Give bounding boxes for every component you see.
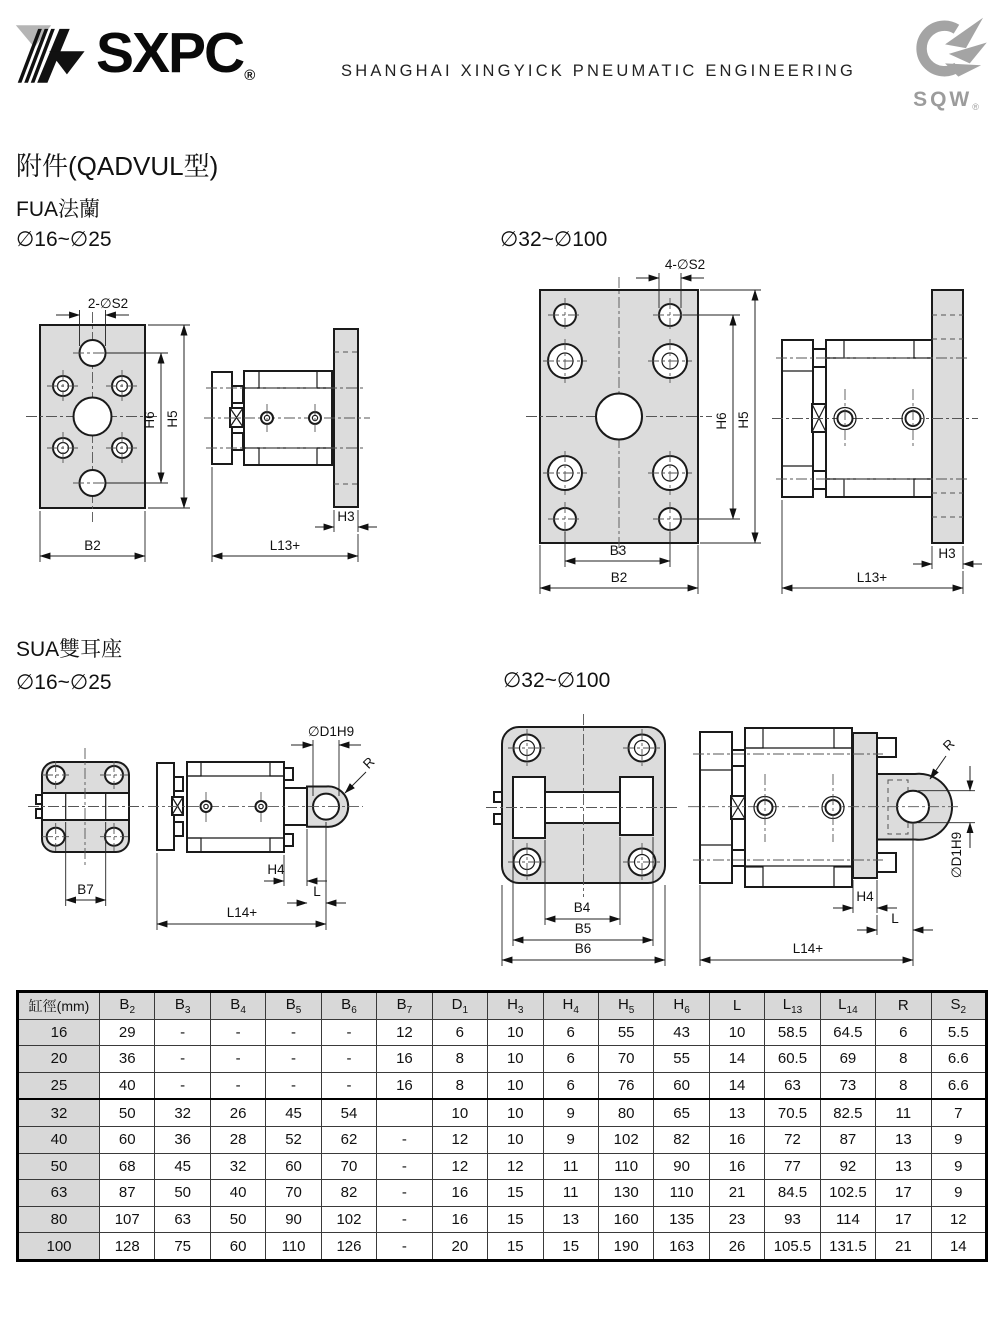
table-cell: 9 [931, 1126, 986, 1153]
table-cell: 64.5 [820, 1019, 875, 1046]
row-header: 63 [18, 1180, 100, 1207]
brand-registered-mark: ® [244, 67, 256, 84]
table-cell: 70 [321, 1153, 376, 1180]
table-cell: 10 [488, 1099, 543, 1126]
table-cell: 29 [100, 1019, 155, 1046]
table-cell: 70 [598, 1046, 653, 1073]
table-cell: 114 [820, 1206, 875, 1233]
table-cell: 72 [765, 1126, 820, 1153]
column-header: $B_3$ [155, 992, 210, 1020]
table-cell: 107 [100, 1206, 155, 1233]
table-row [18, 1072, 987, 1099]
table-row [18, 1046, 987, 1073]
table-cell: 10 [709, 1019, 764, 1046]
table-cell: 5.5 [931, 1019, 986, 1046]
table-cell: 40 [100, 1072, 155, 1099]
table-cell: 90 [654, 1153, 709, 1180]
table-cell: 55 [654, 1046, 709, 1073]
table-cell: 9 [931, 1153, 986, 1180]
column-header: $B_7$ [377, 992, 432, 1020]
table-cell: 163 [654, 1233, 709, 1261]
table-cell: 11 [543, 1180, 598, 1207]
table-cell: 80 [598, 1099, 653, 1126]
dim-label-l14: L14+ [792, 941, 824, 956]
table-row [18, 1206, 987, 1233]
table-cell: 60 [266, 1153, 321, 1180]
table-cell: 82 [654, 1126, 709, 1153]
table-cell: 63 [155, 1206, 210, 1233]
dim-label-l: L [313, 884, 321, 899]
table-cell: 11 [876, 1099, 931, 1126]
table-cell: 73 [820, 1072, 875, 1099]
table-cell: 60 [654, 1072, 709, 1099]
sua-large-range: ∅32~∅100 [503, 669, 611, 692]
table-cell: 70 [266, 1180, 321, 1207]
table-cell: 20 [432, 1233, 487, 1261]
table-cell: 10 [432, 1099, 487, 1126]
column-header: $H_3$ [488, 992, 543, 1020]
table-cell: 12 [377, 1019, 432, 1046]
table-cell: 87 [820, 1126, 875, 1153]
dim-label-b2: B2 [610, 570, 628, 585]
table-cell: - [155, 1019, 210, 1046]
table-cell: 21 [876, 1233, 931, 1261]
table-row [18, 1233, 987, 1261]
table-cell: 16 [377, 1046, 432, 1073]
table-cell: 8 [876, 1072, 931, 1099]
table-cell: 50 [210, 1206, 265, 1233]
table-cell: - [377, 1153, 432, 1180]
sxpc-logo-icon [14, 22, 92, 86]
column-header: $B_4$ [210, 992, 265, 1020]
sua-small-range: ∅16~∅25 [16, 671, 112, 694]
table-cell: 16 [432, 1206, 487, 1233]
table-cell: 6.6 [931, 1046, 986, 1073]
column-header: $D_1$ [432, 992, 487, 1020]
table-cell: 14 [709, 1072, 764, 1099]
table-cell: - [155, 1072, 210, 1099]
table-row [18, 1153, 987, 1180]
column-header: $L_{13}$ [765, 992, 820, 1020]
column-header: $H_6$ [654, 992, 709, 1020]
table-cell: 110 [266, 1233, 321, 1261]
table-cell: 16 [709, 1153, 764, 1180]
table-cell: - [377, 1233, 432, 1261]
table-cell: 11 [543, 1153, 598, 1180]
table-cell: 50 [155, 1180, 210, 1207]
table-cell: 45 [266, 1099, 321, 1126]
dim-label-holes: 4-∅S2 [664, 257, 706, 272]
table-cell: 87 [100, 1180, 155, 1207]
table-cell: - [377, 1206, 432, 1233]
table-cell: 36 [155, 1126, 210, 1153]
table-cell: - [321, 1019, 376, 1046]
table-cell: 70.5 [765, 1099, 820, 1126]
table-cell: 60 [210, 1233, 265, 1261]
table-cell: 6.6 [931, 1072, 986, 1099]
table-cell: 12 [488, 1153, 543, 1180]
fua-large-range: ∅32~∅100 [500, 228, 608, 251]
column-header: $H_4$ [543, 992, 598, 1020]
table-row [18, 1099, 987, 1126]
table-cell: - [210, 1072, 265, 1099]
dim-label-r: R [940, 736, 958, 754]
table-cell: 10 [488, 1126, 543, 1153]
table-cell: 131.5 [820, 1233, 875, 1261]
fua-section-title: FUA法蘭 [16, 198, 100, 221]
table-cell: 6 [543, 1046, 598, 1073]
fua-small-range: ∅16~∅25 [16, 228, 112, 251]
table-cell: 26 [709, 1233, 764, 1261]
table-cell: 8 [876, 1046, 931, 1073]
column-header: $B_5$ [266, 992, 321, 1020]
table-cell: 8 [432, 1072, 487, 1099]
table-cell [377, 1099, 432, 1126]
table-cell: 9 [543, 1099, 598, 1126]
dim-label-h3: H3 [938, 546, 956, 561]
table-cell: 92 [820, 1153, 875, 1180]
table-cell: - [266, 1046, 321, 1073]
row-header: 32 [18, 1099, 100, 1126]
table-cell: 76 [598, 1072, 653, 1099]
table-cell: 15 [488, 1180, 543, 1207]
table-cell: 14 [709, 1046, 764, 1073]
dim-label-b3: B3 [609, 543, 627, 558]
table-cell: 7 [931, 1099, 986, 1126]
table-cell: - [210, 1019, 265, 1046]
table-cell: 6 [432, 1019, 487, 1046]
table-cell: 17 [876, 1206, 931, 1233]
table-cell: - [210, 1046, 265, 1073]
table-cell: - [155, 1046, 210, 1073]
table-cell: 26 [210, 1099, 265, 1126]
sqw-text: SQW [913, 88, 973, 111]
sqw-registered-mark: ® [972, 102, 979, 113]
table-cell: 105.5 [765, 1233, 820, 1261]
dim-label-l: L [891, 911, 899, 926]
table-cell: 17 [876, 1180, 931, 1207]
sqw-logo-icon [903, 14, 989, 88]
table-cell: 6 [543, 1072, 598, 1099]
table-cell: 54 [321, 1099, 376, 1126]
table-cell: 43 [654, 1019, 709, 1046]
table-cell: 58.5 [765, 1019, 820, 1046]
dim-label-b7: B7 [77, 882, 94, 897]
table-cell: 128 [100, 1233, 155, 1261]
table-cell: 82.5 [820, 1099, 875, 1126]
table-cell: 130 [598, 1180, 653, 1207]
table-cell: 12 [931, 1206, 986, 1233]
row-header: 16 [18, 1019, 100, 1046]
table-cell: 32 [210, 1153, 265, 1180]
table-cell: 110 [598, 1153, 653, 1180]
table-cell: - [377, 1180, 432, 1207]
brand-logo [14, 22, 255, 86]
table-cell: 68 [100, 1153, 155, 1180]
table-cell: - [321, 1072, 376, 1099]
table-cell: 21 [709, 1180, 764, 1207]
table-cell: 12 [432, 1153, 487, 1180]
table-cell: 82 [321, 1180, 376, 1207]
table-cell: 135 [654, 1206, 709, 1233]
table-cell: 15 [488, 1233, 543, 1261]
table-cell: 110 [654, 1180, 709, 1207]
fua-small-drawing [18, 268, 418, 588]
table-cell: 52 [266, 1126, 321, 1153]
sua-large-drawing [478, 692, 993, 992]
row-header: 20 [18, 1046, 100, 1073]
dim-label-r: R [360, 754, 378, 772]
row-header: 25 [18, 1072, 100, 1099]
company-name: SHANGHAI XINGYICK PNEUMATIC ENGINEERING [341, 62, 857, 80]
column-header: $B_6$ [321, 992, 376, 1020]
table-cell: 84.5 [765, 1180, 820, 1207]
sqw-badge [898, 14, 994, 112]
table-row [18, 1126, 987, 1153]
dim-label-l13: L13+ [856, 570, 888, 585]
sua-section-title: SUA雙耳座 [16, 638, 123, 661]
dim-label-h4: H4 [856, 889, 874, 904]
table-cell: 10 [488, 1072, 543, 1099]
table-cell: 9 [543, 1126, 598, 1153]
brand-name: SXPC [96, 21, 244, 85]
dim-label-holes: 2-∅S2 [87, 296, 129, 311]
dimension-table [16, 990, 988, 1262]
column-header: $H_5$ [598, 992, 653, 1020]
table-cell: 69 [820, 1046, 875, 1073]
table-cell: - [266, 1019, 321, 1046]
row-header: 80 [18, 1206, 100, 1233]
table-cell: 93 [765, 1206, 820, 1233]
row-header: 50 [18, 1153, 100, 1180]
dim-label-l14: L14+ [226, 905, 258, 920]
table-cell: 32 [155, 1099, 210, 1126]
table-cell: 16 [432, 1180, 487, 1207]
sua-small-drawing [18, 698, 438, 968]
dim-label-h6: H6 [142, 411, 157, 429]
fua-large-drawing [488, 253, 988, 613]
table-cell: 102 [321, 1206, 376, 1233]
table-cell: 15 [488, 1206, 543, 1233]
table-cell: 13 [876, 1153, 931, 1180]
table-cell: 102 [598, 1126, 653, 1153]
page-title: 附件(QADVUL型) [16, 151, 219, 181]
table-cell: 10 [488, 1046, 543, 1073]
table-cell: 62 [321, 1126, 376, 1153]
table-body [18, 1019, 987, 1260]
dim-label-d1h9: ∅D1H9 [949, 831, 964, 879]
column-header: 缸徑(mm) [18, 992, 100, 1020]
table-cell: 65 [654, 1099, 709, 1126]
dim-label-h6: H6 [714, 412, 729, 430]
dim-label-b5: B5 [574, 921, 592, 936]
table-cell: 13 [709, 1099, 764, 1126]
table-cell: 126 [321, 1233, 376, 1261]
table-cell: 63 [765, 1072, 820, 1099]
table-cell: 13 [543, 1206, 598, 1233]
table-cell: 9 [931, 1180, 986, 1207]
dim-label-b2: B2 [84, 538, 101, 553]
table-cell: 60.5 [765, 1046, 820, 1073]
table-cell: 8 [432, 1046, 487, 1073]
table-cell: 16 [709, 1126, 764, 1153]
dim-label-l13: L13+ [269, 538, 301, 553]
table-row [18, 1180, 987, 1207]
table-cell: 160 [598, 1206, 653, 1233]
dim-label-h3: H3 [337, 509, 355, 524]
table-cell: - [321, 1046, 376, 1073]
table-cell: 45 [155, 1153, 210, 1180]
table-cell: 13 [876, 1126, 931, 1153]
table-cell: 55 [598, 1019, 653, 1046]
table-cell: 190 [598, 1233, 653, 1261]
table-cell: 28 [210, 1126, 265, 1153]
dim-label-h5: H5 [165, 410, 180, 428]
table-cell: 14 [931, 1233, 986, 1261]
dim-label-d1h9: ∅D1H9 [307, 724, 355, 739]
dim-label-h5: H5 [736, 411, 751, 429]
table-cell: 23 [709, 1206, 764, 1233]
table-cell: 102.5 [820, 1180, 875, 1207]
dim-label-b6: B6 [574, 941, 592, 956]
table-cell: 40 [210, 1180, 265, 1207]
table-cell: 75 [155, 1233, 210, 1261]
table-cell: 10 [488, 1019, 543, 1046]
column-header: R [876, 992, 931, 1020]
dim-label-h4: H4 [267, 862, 285, 877]
table-cell: 6 [876, 1019, 931, 1046]
table-row [18, 1019, 987, 1046]
column-header: $S_2$ [931, 992, 986, 1020]
table-cell: 16 [377, 1072, 432, 1099]
row-header: 40 [18, 1126, 100, 1153]
table-cell: 36 [100, 1046, 155, 1073]
column-header: $B_2$ [100, 992, 155, 1020]
table-cell: 15 [543, 1233, 598, 1261]
table-cell: 90 [266, 1206, 321, 1233]
table-cell: 77 [765, 1153, 820, 1180]
dim-label-b4: B4 [573, 900, 591, 915]
column-header: L [709, 992, 764, 1020]
column-header: $L_{14}$ [820, 992, 875, 1020]
table-cell: 50 [100, 1099, 155, 1126]
table-cell: 6 [543, 1019, 598, 1046]
row-header: 100 [18, 1233, 100, 1261]
table-cell: 60 [100, 1126, 155, 1153]
table-cell: - [266, 1072, 321, 1099]
table-header-row [18, 992, 987, 1020]
table-cell: 12 [432, 1126, 487, 1153]
table-cell: - [377, 1126, 432, 1153]
